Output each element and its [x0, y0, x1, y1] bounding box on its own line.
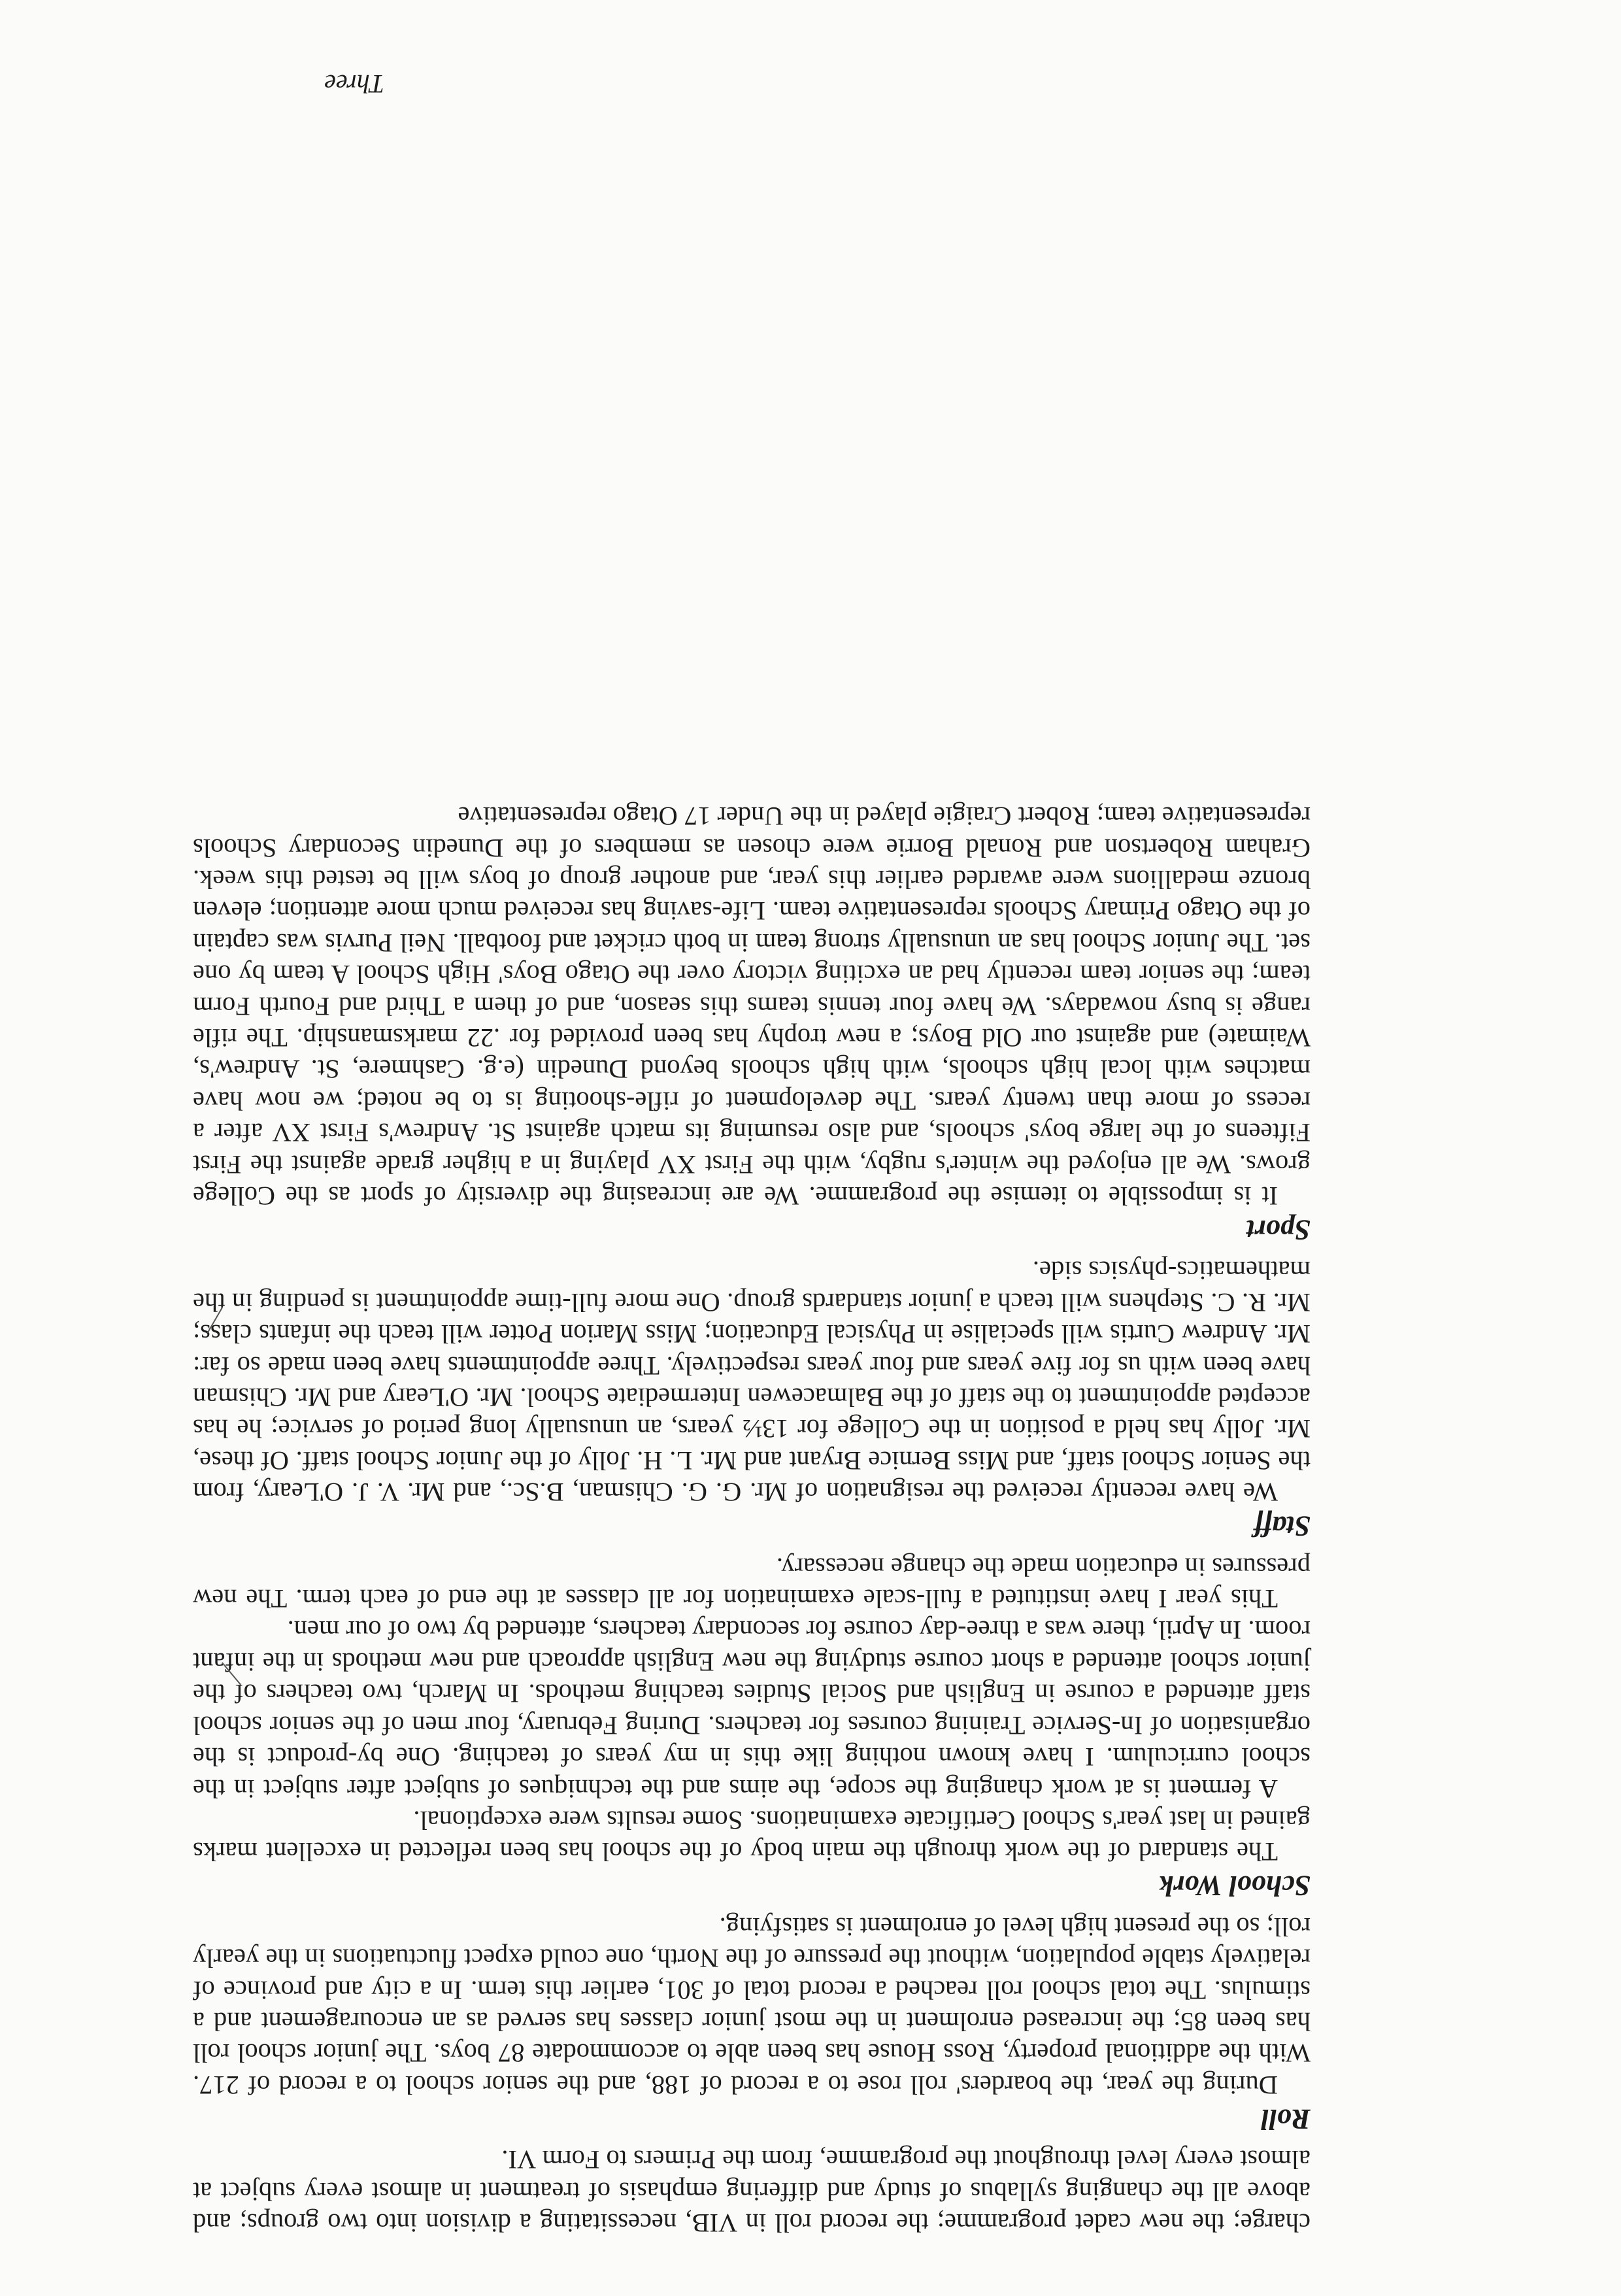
school-work-paragraph-3: This year I have instituted a full-scale examination for all classes at the end of each term. The new pressures in education made the change necessary. [193, 1552, 1311, 1614]
page-body [193, 800, 1311, 2238]
school-work-paragraph-2: A ferment is at work changing the scope, the aims and the techniques of subject after subject in the school curriculum. I have known nothing like this in my years of teaching. One by-product is the organisation of In-Service Training courses for teachers. During February, four men of the senior school staff attended a course in English and Social Studies teaching methods. In March, two teachers of the junior school attended a short course studying the new English approach and new methods in the infant room. In April, there was a three-day course for secondary teachers, attended by two of our men. [193, 1615, 1311, 1804]
section-heading-school-work: School Work [1159, 1870, 1311, 1902]
page-number: Three [324, 69, 384, 99]
staff-paragraph: We have recently received the resignation of Mr. G. G. Chisman, B.Sc., and Mr. V. J. O'Leary, from the Senior School staff, and Miss Bernice Bryant and Mr. L. H. Jolly of the Junior School staff. Of these, Mr. Jolly has held a position in the College for 13½ years, an unusually long period of service; he has accepted appointment to the staff of the Balmacewen Intermediate School. Mr. O'Leary and Mr. Chisman have been with us for five years and four years respectively. Three appointments have been made so far: Mr. Andrew Curtis will specialise in Physical Education; Miss Marion Potter will teach the infants class; Mr. R. C. Stephens will teach a junior standards group. One more full-time appointment is pending in the mathematics-physics side. [193, 1256, 1311, 1508]
sport-paragraph: It is impossible to itemise the programme. We are increasing the diversity of sport as the College grows. We all enjoyed the winter's rugby, with the First XV playing in a higher grade against the First Fifteens of the large boys' schools, and also resuming its match against St. Andrew's First XV after a recess of more than twenty years. The development of rifle-shooting is to be noted; we now have matches with local high schools, with high schools beyond Dunedin (e.g. Cashmere, St. Andrew's, Waimate) and against our Old Boys; a new trophy has been provided for .22 marksmanship. The rifle range is busy nowadays. We have four tennis teams this season, and of them a Third and Fourth Form team; the senior team recently had an exciting victory over the Otago Boys' High School A team by one set. The Junior School has an unusually strong team in both cricket and football. Neil Purvis was captain of the Otago Primary Schools representative team. Life-saving has received much more attention; eleven bronze medallions were awarded earlier this year, and another group of boys will be tested this week. Graham Robertson and Ronald Borrie were chosen as members of the Dunedin Secondary Schools representative team; Robert Craigie played in the Under 17 Otago representative [193, 802, 1311, 1211]
school-work-paragraph-1: The standard of the work through the main body of the school has been reflected in excellent marks gained in last year's School Certificate examinations. Some results were exceptional. [193, 1805, 1311, 1867]
section-heading-sport: Sport [1246, 1214, 1311, 1247]
section-heading-roll: Roll [1261, 2102, 1311, 2135]
section-heading-staff: Staff [1253, 1510, 1311, 1543]
section-sport [193, 800, 1311, 1248]
roll-paragraph: During the year, the boarders' roll rose to a record of 188, and the senior school to a record of 217. With the additional property, Ross House has been able to accommodate 87 boys. The junior school roll has been 85; the increased enrolment in the most junior classes has served as an encouragement and a stimulus. The total school roll reached a record total of 301, earlier this term. In a city and province of relatively stable population, without the pressure of the North, one could expect fluctuations in the yearly roll; so the present high level of enrolment is satisfying. [193, 1912, 1311, 2100]
section-staff [193, 1255, 1311, 1544]
section-roll [193, 1910, 1311, 2136]
opening-paragraph: charge; the new cadet programme; the record roll in VIB, necessitating a division into two groups; and above all the changing syllabus of study and differing emphasis of treatment in almost every subject at almost every level throughout the programme, from the Primers to Form VI. [193, 2145, 1311, 2238]
section-school-work [193, 1551, 1311, 1904]
